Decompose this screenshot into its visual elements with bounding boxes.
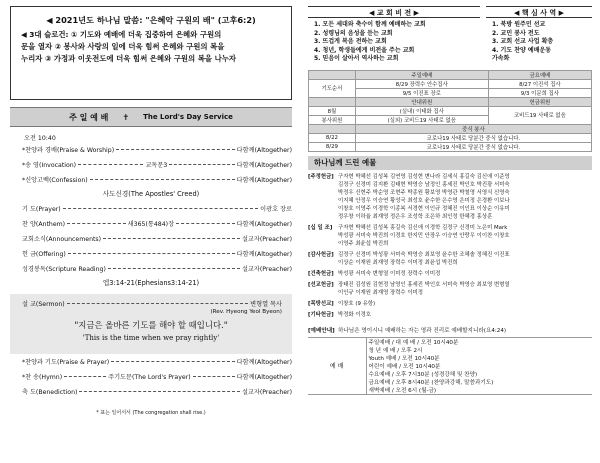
slogan-line: 문을 열자 ② 봉사와 사랑의 일에 더욱 힘써 은혜와 구원의 복을 (21, 42, 225, 51)
creed-line: 사도신경(The Apostles' Creed) (102, 190, 200, 198)
footnote: * 표는 일어서서 (The congregation shall rise.) (96, 410, 206, 416)
core-title: ◀ 핵 심 사 역 ▶ (486, 6, 592, 18)
order-row: *찬양과 기도(Praise & Prayer) 다함께(Altogether) (22, 359, 292, 366)
core-list (486, 21, 592, 64)
offering-row: [선교헌금] 장태진 김성원 김현정 남영인 홍세진 박인호 서미숙 박영승 최보영 변형열 이인규 이재원 최재영 장력수 이미정 (308, 281, 510, 296)
church-vision (308, 6, 480, 64)
scripture-line: 엡3:14-21(Ephesians3:14-21) (102, 279, 200, 287)
order-row: *신앙고백(Confession) 다함께(Altogether) (22, 177, 292, 184)
order-row: 축 도(Benediction) 설교자(Preacher) (22, 389, 292, 396)
list-item: 4. 기도 찬양 예배운동 (492, 46, 552, 54)
duty-table: 주일예배 금요예배 기도순서 8/29 장력수 안수집사 8/27 이진석 집사 9/5 이진표 장로 9/3 이문희 집사 안내위원 헌금위원 8월 (실내) 이태화 집사 코비드19 사태로 없음 봉사위원 (실외) 코비드19 사태로 없음 중식 봉사 8/22 코로나19 사태로 당분간 중식 없습니다. 8/29 코로나19 사태로 당분간 중식 없습니다. (308, 70, 592, 152)
list-item: 1. 모든 세대와 축수이 함께 예배하는 교회 (314, 21, 426, 28)
service-title-ko: 주 일 예 배 (69, 112, 109, 122)
core-ministry (486, 6, 592, 64)
slogan-line: 누리자 ③ 가정과 이웃전도에 더욱 힘써 은혜와 구원의 복을 나누자 (21, 54, 237, 63)
sermon-title-en: 'This is the time when we pray rightly' (82, 334, 220, 342)
order-row: *찬 송(Hymn) 주기도문(The Lord's Prayer) 다함께(Altogether) (22, 374, 292, 381)
list-item: 가속화 (492, 55, 510, 63)
sermon-box (10, 294, 292, 354)
service-title-en: The Lord's Day Service (143, 113, 233, 121)
vision-title: ◀ 교 회 비 전 ▶ (308, 6, 480, 18)
offering-row: [목방선교] 이창호 (9 유항) (308, 300, 376, 307)
list-item: 4. 청년, 학생들에게 비전을 주는 교회 (314, 46, 415, 54)
list-item: 2. 성령님의 음성을 듣는 교회 (314, 29, 393, 37)
worship-notice: [예배안내] 하나님은 영이시니 예배하는 자는 영과 진리로 예배할지니라(요4:24) (308, 327, 507, 334)
list-item: 5. 믿음이 살아서 역사하는 교회 (314, 55, 399, 63)
vision-section (308, 6, 592, 64)
motto-box (10, 6, 292, 100)
left-column (10, 6, 292, 416)
offering-row: [주정헌금] 구자현 박혜선 김성복 김연영 김성현 변나라 김세식 홍길숙 김신애 이준영 김정구 신경미 김지환 김태현 박영승 남정인 홍세진 박인호 박진광 서미숙 박정우 신현주 박순영 조현주 박종원 황보영 박영관 박철영 서영식 신영숙 이지혜 안정우 이승연 황성국 최성호 윤수한 은수영 은미정 은경환 이보나 이창호 이영주 이경학 이종복 서경현 이인규 정혜진 이인표 이상순 이유미 정우창 이하율 최재영 정은우 조성학 조은하 최인정 한혜경 홍상훈 (308, 173, 510, 220)
service-time: 오전 10:40 (24, 135, 56, 142)
service-header (10, 107, 292, 127)
order-row: 헌 금(Offering) 다함께(Altogether) (22, 251, 292, 258)
offering-header: 하나님께 드린 예물 (308, 156, 592, 170)
order-row: *찬양과 경배(Praise & Worship) 다함께(Altogether) (22, 147, 292, 154)
worship-schedule: 예 배 주일예배 / 대 예 배 / 오전 10시40분 청 년 예 배 / 오후 2시 Youth 예배 / 오전 10시40분 어린이 예배 / 오전 10시40분 수요예배 / 오후 7시30분 (성경강해 및 찬양) 금요예배 / 오후 8시40분 (찬양과강해, 말씀과기도) 새벽예배 / 오전 6시 (월-금) (308, 337, 592, 395)
preacher-en: (Rev. Hyeong Yeol Byeon) (210, 309, 282, 315)
motto-title: ◀ 2021년도 하나님 말씀: "은혜악 구원의 배" (고후6:2) (46, 15, 256, 25)
list-item: 3. 뜨겁게 복음 전하는 교회 (314, 38, 387, 46)
motto-slogans (17, 29, 285, 65)
sermon-title-ko: "지금은 올바른 기도를 해야 할 때입니다." (74, 320, 228, 330)
order-row: 성경봉독(Scripture Reading) 설교자(Preacher) (22, 266, 292, 273)
cross-icon: ✝ (122, 112, 130, 122)
order-row: 찬 양(Anthem) 새365(통484)장 다함께(Altogether) (22, 221, 292, 228)
list-item: 3. 교회 선교 사업 확충 (492, 38, 554, 46)
slogan-line: ◀ 3대 슬로건: ① 기도와 예배에 더욱 집중하여 은혜와 구원의 (21, 30, 222, 39)
offering-row: [건축헌금] 박성광 서미숙 변형열 이미정 장력수 이미정 (308, 270, 441, 277)
order-row: 교회소식(Announcements) 설교자(Preacher) (22, 236, 292, 243)
list-item: 2. 교민 봉사 전도 (492, 29, 540, 37)
sermon-row: 설 교(Sermon) 변형열 목사 (22, 300, 282, 308)
offering-row: [십 일 조] 구자현 박혜선 김성복 홍길숙 김신애 이경학 김정구 신경미 노은미 Mark 박성광 서미숙 박진희 이경호 한지민 안장우 이승연 안랑우 이이찬 이창호 이영주 최윤섭 박진희 (308, 224, 510, 247)
list-item: 1. 북방 원주민 선교 (492, 21, 546, 28)
offering-row: [기타헌금] 박정화 이경호 (308, 311, 371, 318)
right-column (308, 6, 592, 395)
vision-list (308, 21, 480, 64)
order-row: 기 도(Prayer) 이광호 장로 (22, 206, 292, 213)
offering-row: [감사헌금] 김정구 신경미 박성광 서미숙 박영승 최보영 윤수한 조혜솔 정혜진 이진표 이상순 이재원 최재영 장력수 이미정 최윤섭 박진희 (308, 251, 510, 266)
order-row: *송 영(Invocation) 교독문3 다함께(Altogether) (22, 162, 293, 169)
